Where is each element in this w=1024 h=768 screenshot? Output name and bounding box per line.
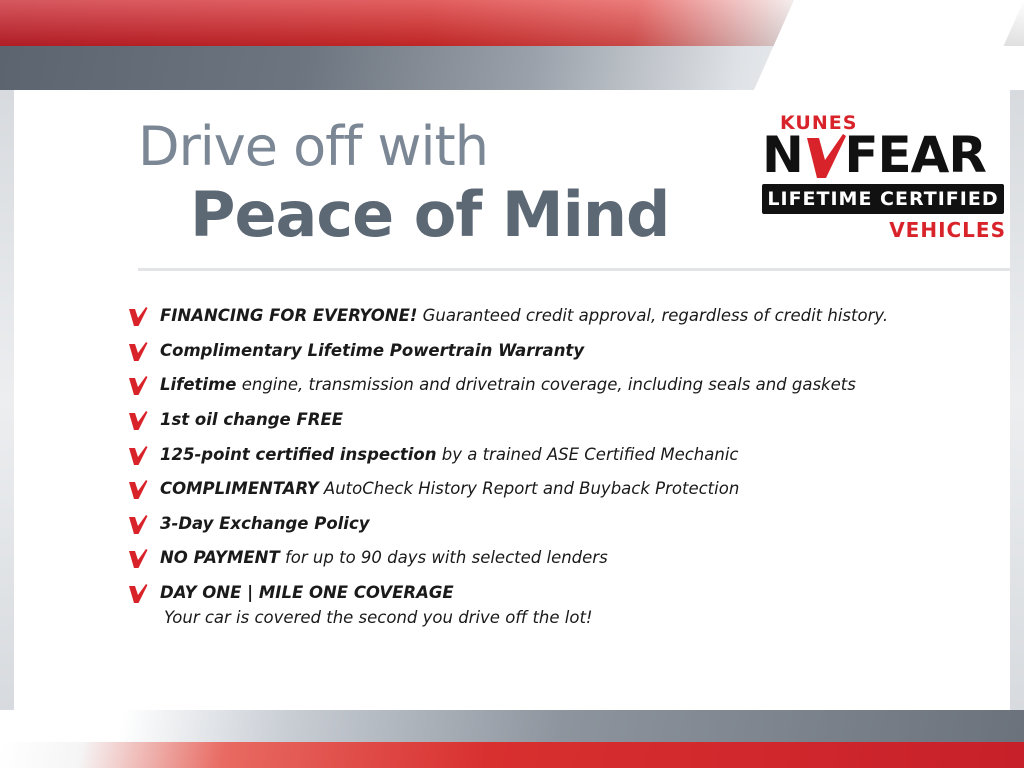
list-item xyxy=(128,375,958,396)
bottom-gray-stripe xyxy=(0,710,1024,742)
bottom-red-stripe xyxy=(0,742,1024,768)
list-item xyxy=(128,583,958,628)
kunes-no-fear-logo xyxy=(752,104,1008,250)
logo-brand-text: KUNES xyxy=(780,112,858,134)
list-item-rest: AutoCheck History Report and Buyback Protection xyxy=(318,479,740,499)
list-item-subtext: Your car is covered the second you drive off the lot! xyxy=(164,607,593,627)
top-banner xyxy=(0,0,1024,90)
list-item-bold: NO PAYMENT xyxy=(160,548,280,568)
check-mark-icon xyxy=(128,376,148,396)
benefits-list xyxy=(128,306,958,642)
check-mark-icon xyxy=(128,480,148,500)
list-item-bold: 1st oil change FREE xyxy=(160,409,343,429)
list-item-rest: for up to 90 days with selected lenders xyxy=(279,548,608,568)
list-item-rest: by a trained ASE Certified Mechanic xyxy=(436,444,739,464)
logo-bar-text: LIFETIME CERTIFIED xyxy=(767,188,999,210)
list-item-bold: Complimentary Lifetime Powertrain Warranty xyxy=(160,340,585,360)
list-item-bold: COMPLIMENTARY xyxy=(160,479,319,499)
list-item-bold: 125-point certified inspection xyxy=(160,444,437,464)
left-rail xyxy=(0,90,14,710)
list-item xyxy=(128,548,958,569)
right-rail xyxy=(1010,90,1024,710)
list-item xyxy=(128,479,958,500)
headline-divider xyxy=(138,268,1010,271)
check-mark-icon xyxy=(128,411,148,431)
list-item-rest: engine, transmission and drivetrain coverage, including seals and gaskets xyxy=(236,375,856,395)
check-mark-icon xyxy=(128,307,148,327)
check-mark-icon xyxy=(128,515,148,535)
headline-line-2: Peace of Mind xyxy=(190,178,670,251)
list-item-bold: FINANCING FOR EVERYONE! xyxy=(160,306,418,325)
check-mark-icon xyxy=(128,584,148,604)
list-item-rest: Guaranteed credit approval, regardless of credit history. xyxy=(417,306,889,325)
check-mark-icon xyxy=(128,549,148,569)
bottom-banner xyxy=(0,710,1024,768)
check-mark-icon xyxy=(805,134,847,180)
list-item xyxy=(128,514,958,535)
logo-wordmark-pre: N xyxy=(762,126,803,184)
list-item xyxy=(128,341,958,362)
top-white-wedge xyxy=(754,0,1024,90)
list-item-bold: Lifetime xyxy=(160,375,237,395)
headline-line-1: Drive off with xyxy=(138,115,488,178)
list-item xyxy=(128,410,958,431)
page-title xyxy=(138,115,738,251)
logo-vehicles-text: VEHICLES xyxy=(889,218,1006,242)
list-item-bold: DAY ONE | MILE ONE COVERAGE xyxy=(160,583,454,602)
check-mark-icon xyxy=(128,446,148,466)
logo-lifetime-certified-bar xyxy=(762,184,1004,214)
logo-wordmark-post: FEAR xyxy=(844,126,986,184)
logo-wordmark xyxy=(762,126,986,184)
list-item-bold: 3-Day Exchange Policy xyxy=(160,513,370,533)
list-item xyxy=(128,445,958,466)
list-item xyxy=(128,306,958,327)
check-mark-icon xyxy=(128,342,148,362)
